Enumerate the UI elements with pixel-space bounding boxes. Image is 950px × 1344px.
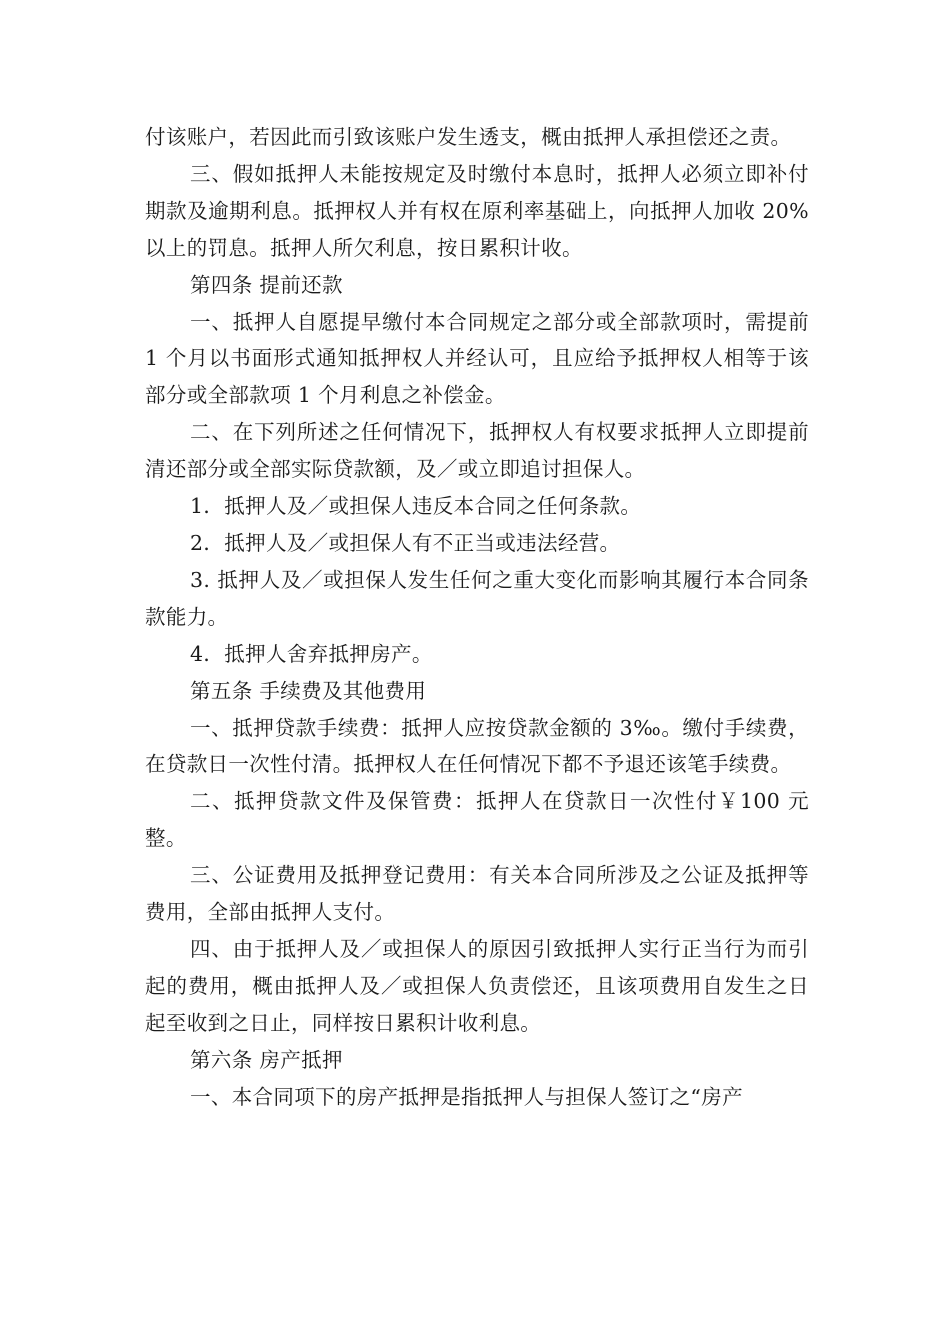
article-5-heading: 第五条 手续费及其他费用 (190, 678, 427, 703)
article-4-heading: 第四条 提前还款 (190, 272, 343, 297)
clause-5-4-paragraph: 四、由于抵押人及／或担保人的原因引致抵押人实行正当行为而引起的费用，概由抵押人及／或担保人负责偿还，且该项费用自发生之日起至收到之日止，同样按日累积计收利息。 (145, 936, 809, 1035)
clause-5-3-paragraph: 三、公证费用及抵押登记费用：有关本合同所涉及之公证及抵押等费用，全部由抵押人支付。 (145, 863, 809, 925)
document-page (145, 119, 809, 1115)
list-item-4: 4．抵押人舍弃抵押房产。 (190, 641, 433, 666)
article-6-heading: 第六条 房产抵押 (190, 1047, 343, 1072)
paragraph-continuation: 付该账户，若因此而引致该账户发生透支，概由抵押人承担偿还之责。 (145, 125, 792, 149)
clause-5-1-paragraph: 一、抵押贷款手续费：抵押人应按贷款金额的 3‰。缴付手续费，在贷款日一次性付清。抵押权人在任何情况下都不予退还该笔手续费。 (145, 715, 809, 777)
clause-6-1-paragraph: 一、本合同项下的房产抵押是指抵押人与担保人签订之“房产 (190, 1084, 743, 1109)
clause-5-2-paragraph: 二、抵押贷款文件及保管费：抵押人在贷款日一次性付￥100 元整。 (145, 789, 809, 851)
clause-3-3-paragraph: 三、假如抵押人未能按规定及时缴付本息时，抵押人必须立即补付期款及逾期利息。抵押权人并有权在原利率基础上，向抵押人加收 20%以上的罚息。抵押人所欠利息，按日累积计收。 (145, 161, 809, 260)
list-item-3: 3. 抵押人及／或担保人发生任何之重大变化而影响其履行本合同条款能力。 (145, 567, 809, 629)
clause-4-2-paragraph: 二、在下列所述之任何情况下，抵押权人有权要求抵押人立即提前清还部分或全部实际贷款额，及／或立即追讨担保人。 (145, 420, 809, 482)
list-item-1: 1．抵押人及／或担保人违反本合同之任何条款。 (190, 494, 642, 519)
list-item-2: 2．抵押人及／或担保人有不正当或违法经营。 (190, 530, 621, 555)
clause-4-1-paragraph: 一、抵押人自愿提早缴付本合同规定之部分或全部款项时，需提前 1 个月以书面形式通知抵押权人并经认可，且应给予抵押权人相等于该部分或全部款项 1 个月利息之补偿金。 (145, 309, 809, 408)
